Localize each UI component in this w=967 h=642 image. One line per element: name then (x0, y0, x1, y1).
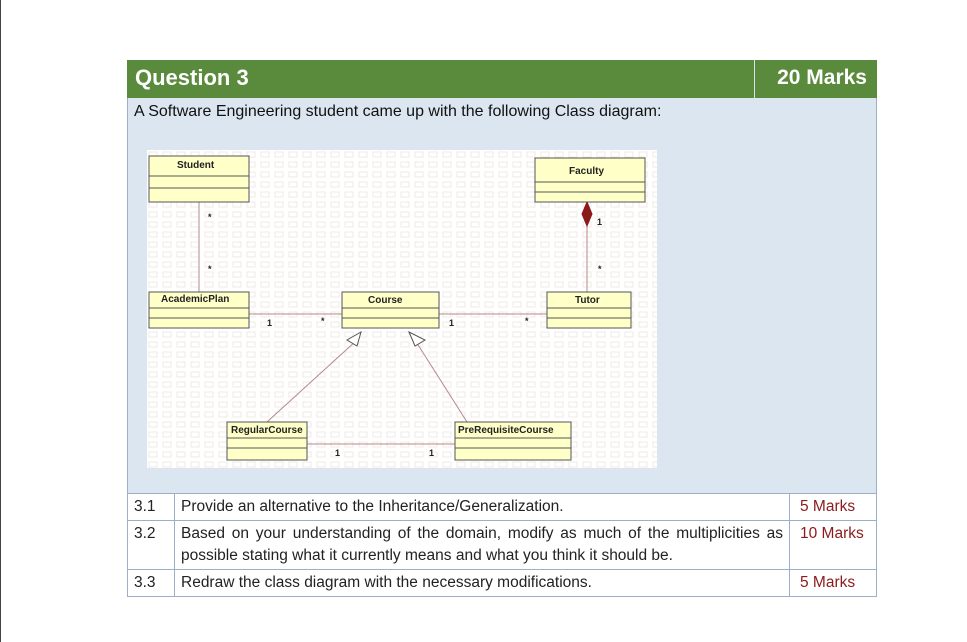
class-course: Course (368, 295, 403, 306)
mult-faculty-side: 1 (597, 217, 603, 227)
class-faculty-box (535, 158, 645, 202)
task-marks: 5 Marks (790, 494, 877, 521)
question-total-marks: 20 Marks (777, 66, 867, 89)
task-text: Based on your understanding of the domain, modify as much of the multiplicities as possible stating what it currently means and what you think it should be. (175, 521, 790, 570)
class-regularcourse: RegularCourse (231, 425, 303, 436)
class-faculty: Faculty (569, 166, 605, 177)
task-marks: 5 Marks (790, 570, 877, 597)
mult-tutor-side: * (598, 264, 602, 274)
class-student: Student (177, 160, 215, 171)
mult-plan-side: 1 (267, 318, 273, 328)
task-number: 3.2 (128, 521, 175, 570)
task-row (128, 494, 877, 521)
task-row (128, 570, 877, 597)
task-number: 3.3 (128, 570, 175, 597)
task-marks: 10 Marks (790, 521, 877, 570)
question-header (127, 60, 877, 98)
question-title: Question 3 (135, 65, 249, 90)
task-text: Provide an alternative to the Inheritance/Generalization. (175, 494, 790, 521)
class-tutor: Tutor (575, 295, 600, 306)
mult-course-right: 1 (449, 318, 455, 328)
task-text: Redraw the class diagram with the necessary modifications. (175, 570, 790, 597)
mult-student-top: * (208, 212, 212, 222)
mult-regular-side: 1 (335, 448, 341, 458)
header-divider (754, 60, 755, 98)
question-intro: A Software Engineering student came up with the following Class diagram: (134, 103, 662, 120)
page-edge-line (0, 0, 1, 642)
class-diagram (147, 150, 657, 468)
mult-course-left: * (321, 316, 325, 326)
task-table (127, 493, 877, 597)
class-academicplan: AcademicPlan (161, 294, 230, 305)
mult-student-bottom: * (208, 264, 212, 274)
task-row (128, 521, 877, 570)
mult-tutor-left: * (525, 316, 529, 326)
mult-prereq-side: 1 (429, 448, 435, 458)
class-prerequisitecourse: PreRequisiteCourse (458, 425, 554, 436)
task-number: 3.1 (128, 494, 175, 521)
